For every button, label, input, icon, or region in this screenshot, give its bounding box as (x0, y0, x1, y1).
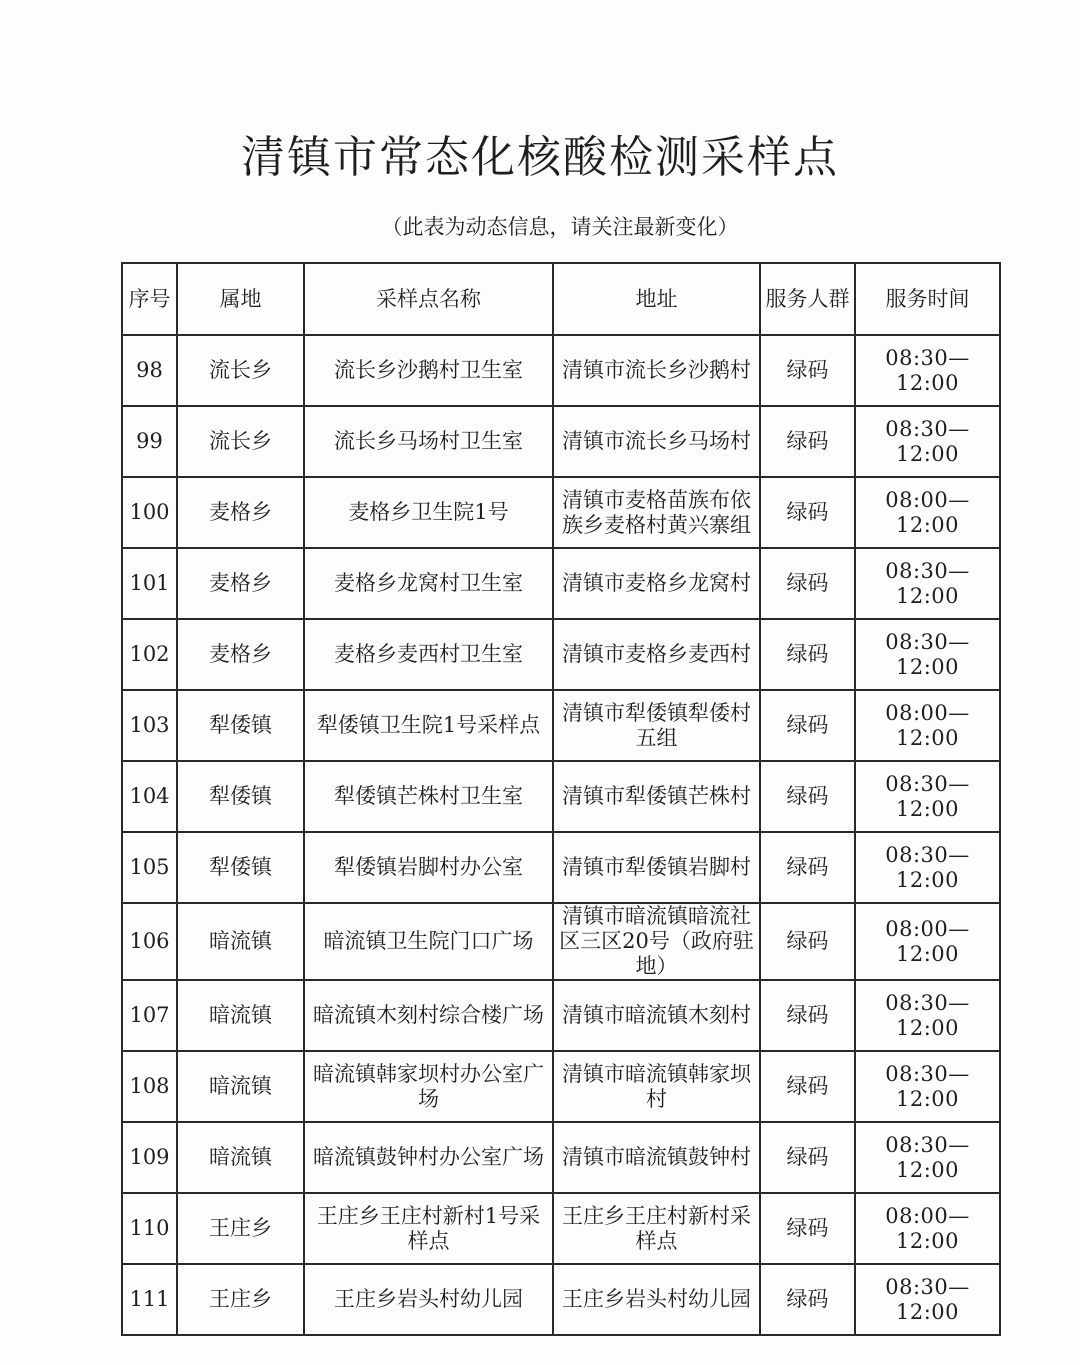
cell-site-name: 王庄乡王庄村新村1号采样点 (304, 1193, 553, 1264)
table-header-row (122, 263, 1000, 335)
cell-no: 111 (122, 1264, 177, 1335)
cell-service-group: 绿码 (760, 1264, 855, 1335)
cell-no: 102 (122, 619, 177, 690)
cell-area: 麦格乡 (177, 477, 304, 548)
cell-area: 流长乡 (177, 335, 304, 406)
cell-address: 清镇市麦格乡麦西村 (553, 619, 760, 690)
cell-site-name: 流长乡沙鹅村卫生室 (304, 335, 553, 406)
cell-service-group: 绿码 (760, 1193, 855, 1264)
cell-service-time: 08:00—12:00 (855, 1193, 1000, 1264)
cell-service-time: 08:30—12:00 (855, 1264, 1000, 1335)
cell-area: 犁倭镇 (177, 761, 304, 832)
table-row (122, 406, 1000, 477)
cell-service-time: 08:30—12:00 (855, 1122, 1000, 1193)
cell-site-name: 犁倭镇芒株村卫生室 (304, 761, 553, 832)
document-subtitle: （此表为动态信息，请关注最新变化） (381, 215, 739, 239)
cell-area: 暗流镇 (177, 980, 304, 1051)
header-service-group: 服务人群 (760, 263, 855, 335)
table-row (122, 619, 1000, 690)
sampling-sites-table (121, 262, 1001, 1336)
cell-service-group: 绿码 (760, 335, 855, 406)
cell-site-name: 麦格乡龙窝村卫生室 (304, 548, 553, 619)
cell-area: 麦格乡 (177, 619, 304, 690)
cell-site-name: 麦格乡卫生院1号 (304, 477, 553, 548)
cell-service-group: 绿码 (760, 619, 855, 690)
cell-address: 清镇市犁倭镇岩脚村 (553, 832, 760, 903)
document-title: 清镇市常态化核酸检测采样点 (241, 132, 839, 183)
cell-no: 110 (122, 1193, 177, 1264)
table-row (122, 477, 1000, 548)
cell-area: 流长乡 (177, 406, 304, 477)
table-row (122, 903, 1000, 980)
table-row (122, 1051, 1000, 1122)
cell-service-group: 绿码 (760, 1051, 855, 1122)
cell-no: 99 (122, 406, 177, 477)
cell-no: 109 (122, 1122, 177, 1193)
table-row (122, 980, 1000, 1051)
table-row (122, 548, 1000, 619)
cell-address: 清镇市暗流镇暗流社区三区20号（政府驻地） (553, 903, 760, 980)
cell-service-time: 08:30—12:00 (855, 406, 1000, 477)
cell-service-time: 08:30—12:00 (855, 335, 1000, 406)
cell-area: 犁倭镇 (177, 690, 304, 761)
cell-address: 清镇市暗流镇鼓钟村 (553, 1122, 760, 1193)
cell-area: 王庄乡 (177, 1193, 304, 1264)
cell-address: 清镇市麦格乡龙窝村 (553, 548, 760, 619)
cell-service-time: 08:00—12:00 (855, 690, 1000, 761)
cell-area: 暗流镇 (177, 1051, 304, 1122)
cell-no: 104 (122, 761, 177, 832)
cell-service-time: 08:30—12:00 (855, 548, 1000, 619)
cell-no: 100 (122, 477, 177, 548)
cell-service-group: 绿码 (760, 477, 855, 548)
cell-service-group: 绿码 (760, 903, 855, 980)
cell-site-name: 犁倭镇卫生院1号采样点 (304, 690, 553, 761)
cell-no: 106 (122, 903, 177, 980)
table-row (122, 335, 1000, 406)
table-row (122, 690, 1000, 761)
header-no: 序号 (122, 263, 177, 335)
table-body (122, 335, 1000, 1335)
cell-service-group: 绿码 (760, 980, 855, 1051)
header-address: 地址 (553, 263, 760, 335)
cell-address: 清镇市犁倭镇犁倭村五组 (553, 690, 760, 761)
cell-area: 犁倭镇 (177, 832, 304, 903)
cell-no: 103 (122, 690, 177, 761)
cell-site-name: 王庄乡岩头村幼儿园 (304, 1264, 553, 1335)
cell-no: 98 (122, 335, 177, 406)
cell-service-group: 绿码 (760, 832, 855, 903)
cell-address: 清镇市犁倭镇芒株村 (553, 761, 760, 832)
header-area: 属地 (177, 263, 304, 335)
cell-no: 105 (122, 832, 177, 903)
cell-site-name: 暗流镇韩家坝村办公室广场 (304, 1051, 553, 1122)
cell-no: 108 (122, 1051, 177, 1122)
header-site-name: 采样点名称 (304, 263, 553, 335)
cell-address: 清镇市暗流镇木刻村 (553, 980, 760, 1051)
table-row (122, 761, 1000, 832)
table-row (122, 1193, 1000, 1264)
table-row (122, 1122, 1000, 1193)
cell-site-name: 暗流镇卫生院门口广场 (304, 903, 553, 980)
cell-address: 王庄乡岩头村幼儿园 (553, 1264, 760, 1335)
cell-service-group: 绿码 (760, 690, 855, 761)
cell-service-time: 08:00—12:00 (855, 903, 1000, 980)
cell-no: 101 (122, 548, 177, 619)
cell-area: 暗流镇 (177, 903, 304, 980)
cell-address: 王庄乡王庄村新村采样点 (553, 1193, 760, 1264)
cell-site-name: 暗流镇鼓钟村办公室广场 (304, 1122, 553, 1193)
cell-service-time: 08:30—12:00 (855, 1051, 1000, 1122)
cell-service-time: 08:30—12:00 (855, 832, 1000, 903)
header-service-time: 服务时间 (855, 263, 1000, 335)
cell-address: 清镇市流长乡沙鹅村 (553, 335, 760, 406)
cell-address: 清镇市麦格苗族布依族乡麦格村黄兴寨组 (553, 477, 760, 548)
cell-service-time: 08:30—12:00 (855, 761, 1000, 832)
cell-site-name: 暗流镇木刻村综合楼广场 (304, 980, 553, 1051)
table-row (122, 1264, 1000, 1335)
cell-area: 麦格乡 (177, 548, 304, 619)
cell-service-group: 绿码 (760, 1122, 855, 1193)
cell-service-group: 绿码 (760, 406, 855, 477)
cell-site-name: 流长乡马场村卫生室 (304, 406, 553, 477)
cell-service-time: 08:00—12:00 (855, 477, 1000, 548)
cell-no: 107 (122, 980, 177, 1051)
cell-address: 清镇市流长乡马场村 (553, 406, 760, 477)
table-row (122, 832, 1000, 903)
cell-service-time: 08:30—12:00 (855, 619, 1000, 690)
cell-service-group: 绿码 (760, 548, 855, 619)
cell-site-name: 犁倭镇岩脚村办公室 (304, 832, 553, 903)
cell-address: 清镇市暗流镇韩家坝村 (553, 1051, 760, 1122)
cell-site-name: 麦格乡麦西村卫生室 (304, 619, 553, 690)
cell-service-time: 08:30—12:00 (855, 980, 1000, 1051)
cell-area: 暗流镇 (177, 1122, 304, 1193)
cell-service-group: 绿码 (760, 761, 855, 832)
cell-area: 王庄乡 (177, 1264, 304, 1335)
